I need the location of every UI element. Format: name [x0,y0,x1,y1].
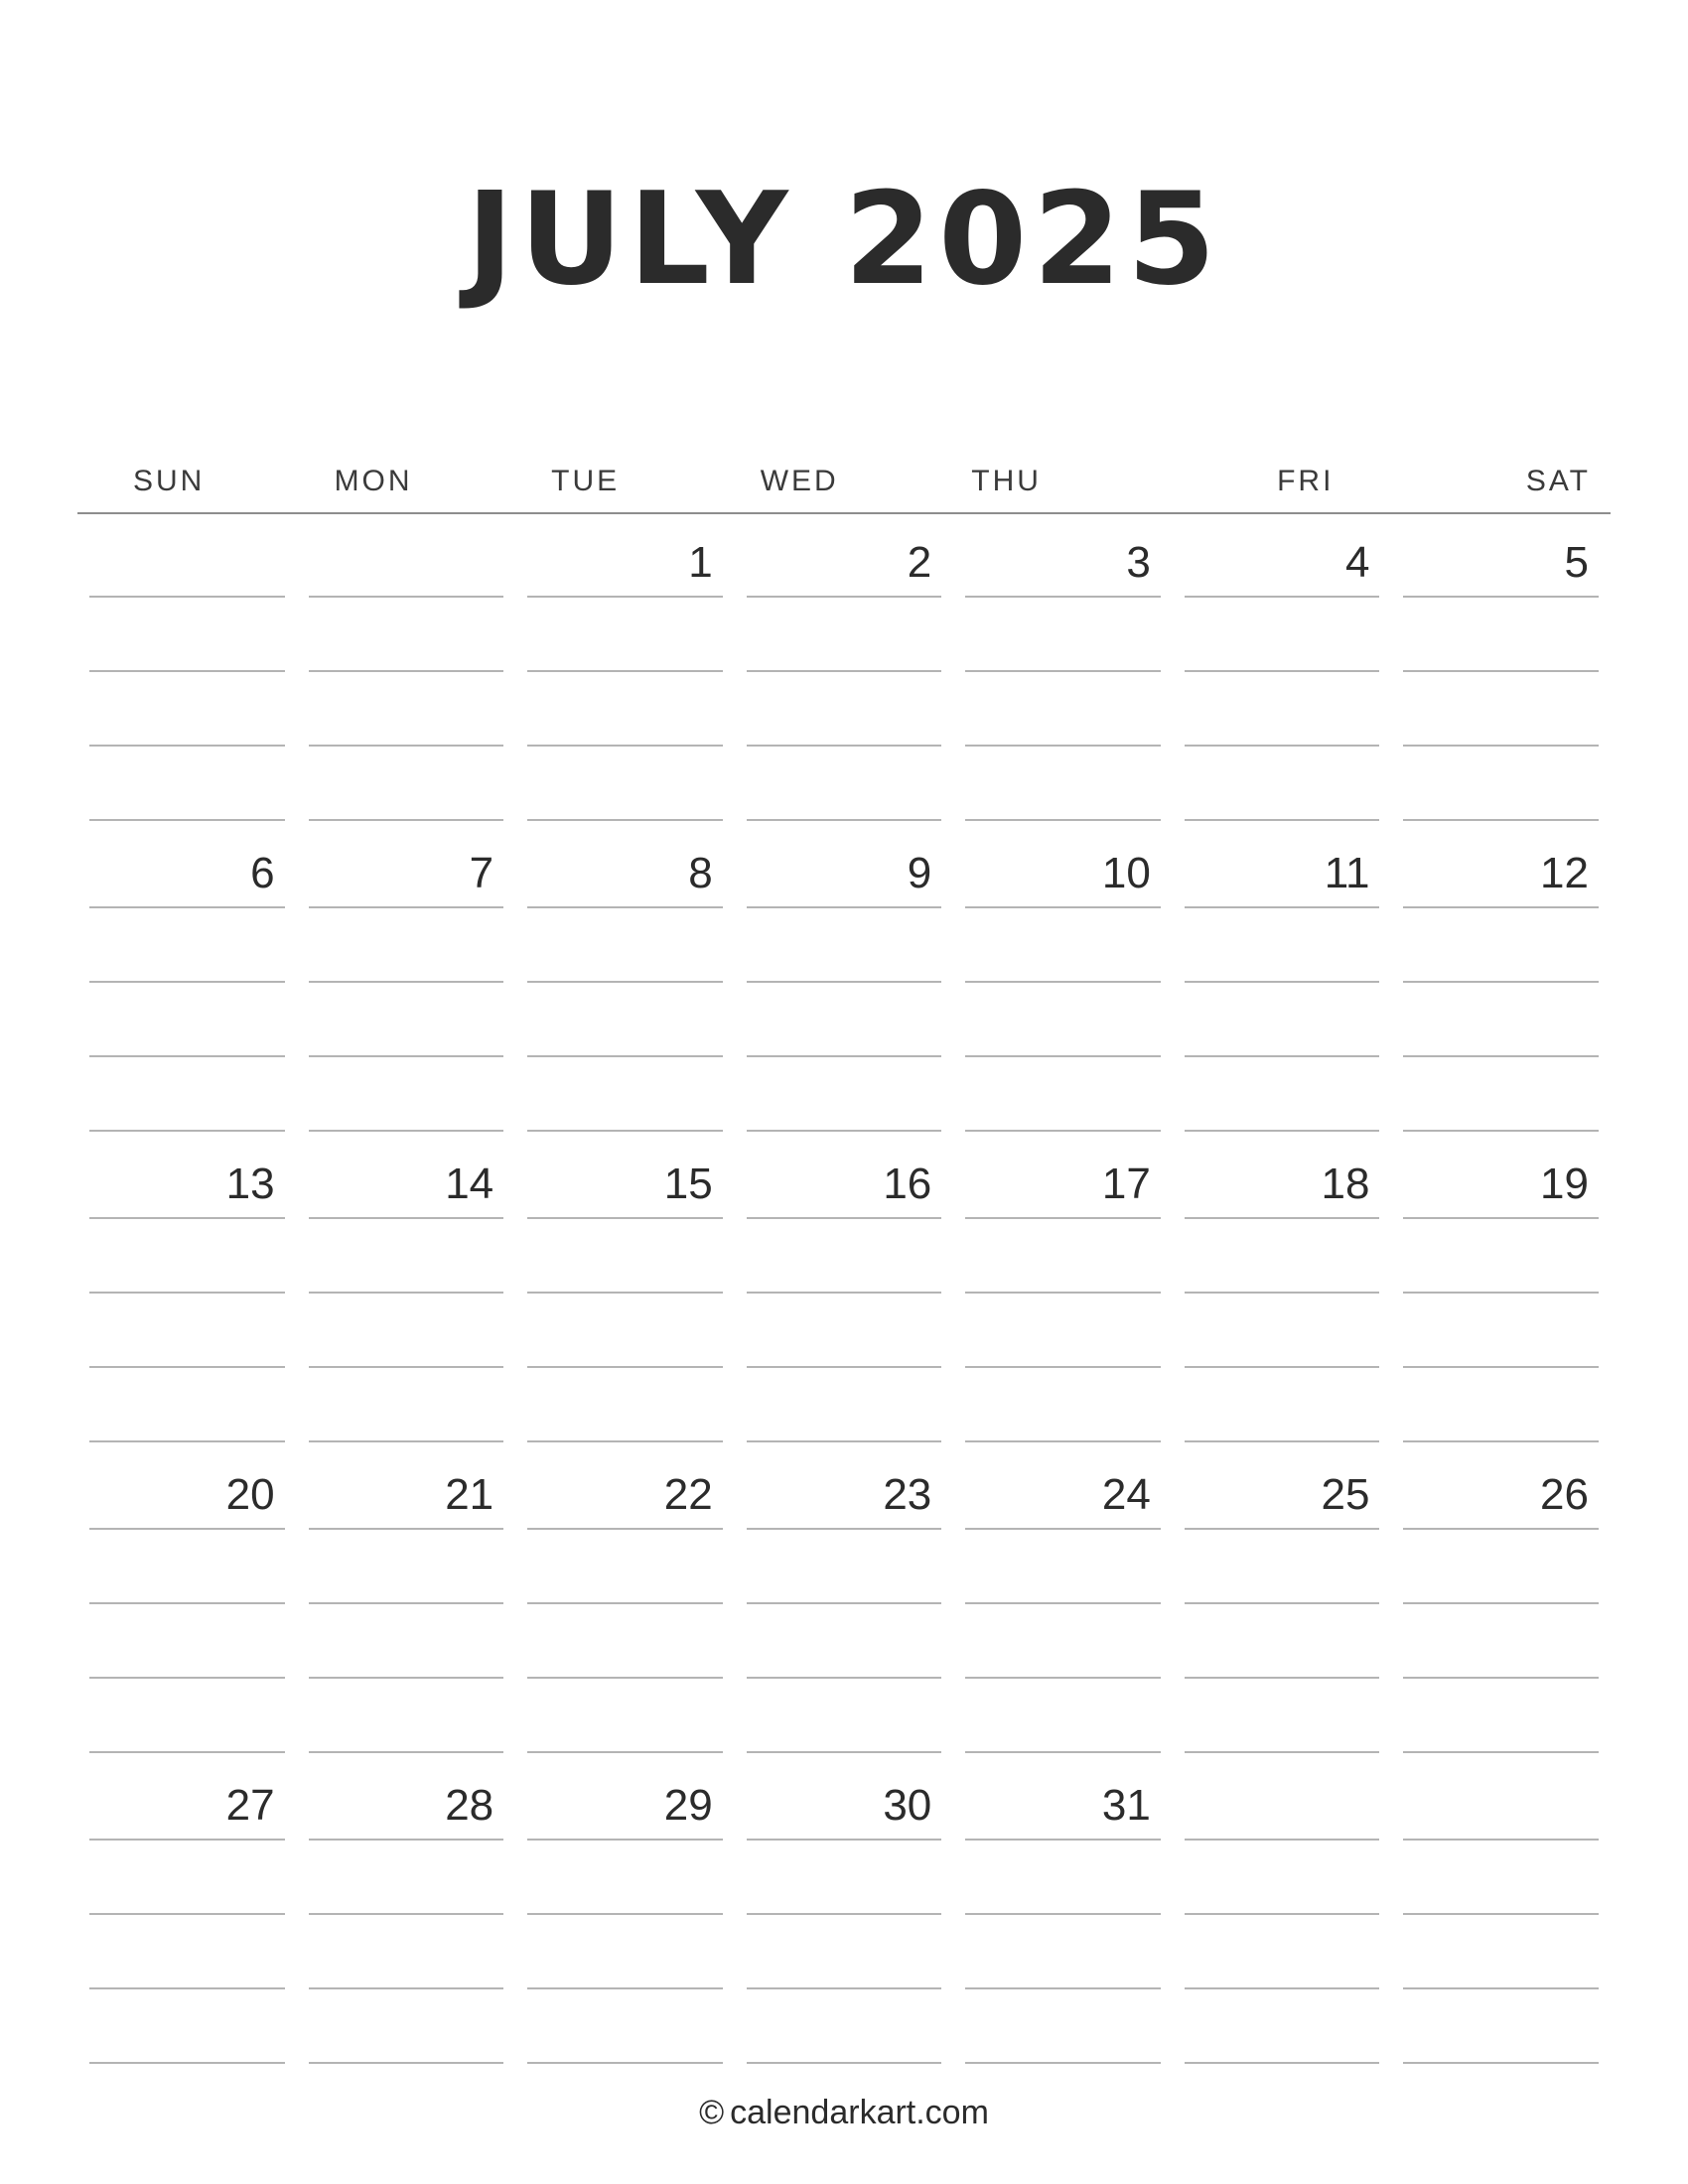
note-line [527,1839,723,1841]
day-number: 14 [445,1160,494,1208]
note-line [1185,906,1380,908]
note-line [1185,745,1380,747]
note-line [527,1528,723,1530]
day-cell[interactable] [1173,1446,1392,1757]
note-line [309,596,504,598]
note-line [309,1130,504,1132]
day-number: 24 [1101,1470,1151,1519]
note-line [527,2062,723,2064]
note-line [965,1839,1161,1841]
note-line [309,981,504,983]
note-line [747,1292,942,1294]
note-line [747,670,942,672]
day-cell[interactable] [297,825,516,1136]
weekday-header-row [77,465,1611,514]
note-line [1185,1440,1380,1442]
note-line [747,981,942,983]
note-line [747,1440,942,1442]
day-cell[interactable] [1173,514,1392,825]
day-number: 13 [225,1160,275,1208]
note-lines[interactable] [1183,1528,1382,1757]
note-line [1403,1217,1599,1219]
day-cell[interactable] [1391,825,1611,1136]
note-line [89,981,285,983]
note-line [527,745,723,747]
note-line [89,1677,285,1679]
note-lines[interactable] [307,596,506,825]
note-lines[interactable] [1183,906,1382,1136]
page-title: JULY 2025 [466,166,1222,314]
note-line [747,1217,942,1219]
note-line [1403,981,1599,983]
note-line [747,819,942,821]
note-line [1403,906,1599,908]
note-line [747,1677,942,1679]
day-number [1401,1757,1601,1839]
day-number: 29 [663,1781,713,1830]
day-cell[interactable] [77,1757,297,2068]
note-line [89,1913,285,1915]
day-number: 22 [663,1470,713,1519]
note-line [309,1217,504,1219]
note-line [89,1366,285,1368]
note-line [89,1440,285,1442]
note-line [89,596,285,598]
day-cell[interactable] [1391,1136,1611,1446]
note-line [965,1366,1161,1368]
note-lines[interactable] [1401,906,1601,1136]
note-lines[interactable] [1401,1217,1601,1446]
note-lines[interactable] [1183,1839,1382,2068]
day-cell[interactable] [735,825,954,1136]
day-cell[interactable] [515,514,735,825]
note-line [527,1292,723,1294]
day-cell[interactable] [1173,1136,1392,1446]
day-cell[interactable] [1391,1757,1611,2068]
note-lines[interactable] [525,1528,725,1757]
note-line [1185,819,1380,821]
note-line [309,1751,504,1753]
day-cell[interactable] [1391,1446,1611,1757]
note-line [527,1987,723,1989]
day-cell[interactable] [953,825,1173,1136]
note-line [1403,1602,1599,1604]
day-cell[interactable] [735,1757,954,2068]
note-line [89,1217,285,1219]
weekday-label-thu: THU [971,465,1042,497]
note-line [1403,1366,1599,1368]
note-line [1185,1602,1380,1604]
note-lines[interactable] [87,906,287,1136]
day-number: 17 [1101,1160,1151,1208]
note-line [965,596,1161,598]
day-number: 10 [1101,849,1151,897]
day-number: 12 [1540,849,1589,897]
note-lines[interactable] [525,1217,725,1446]
note-line [1403,596,1599,598]
note-line [527,1751,723,1753]
note-line [1185,1130,1380,1132]
note-lines[interactable] [745,1839,944,2068]
day-number: 28 [445,1781,494,1830]
note-lines[interactable] [963,906,1163,1136]
day-cell[interactable] [297,1446,516,1757]
note-lines[interactable] [307,906,506,1136]
day-cell[interactable] [1173,1757,1392,2068]
day-cell[interactable] [735,514,954,825]
note-lines[interactable] [1401,1839,1601,2068]
day-number: 4 [1344,538,1370,587]
day-number: 16 [883,1160,932,1208]
note-lines[interactable] [525,1839,725,2068]
day-number: 18 [1321,1160,1370,1208]
day-number: 6 [250,849,275,897]
note-line [309,2062,504,2064]
note-line [965,981,1161,983]
note-line [527,906,723,908]
weekday-label-sat: SAT [1525,465,1591,497]
note-line [965,819,1161,821]
day-number: 8 [688,849,713,897]
note-lines[interactable] [745,596,944,825]
note-line [309,1602,504,1604]
note-line [309,1055,504,1057]
note-line [1185,1913,1380,1915]
note-line [309,745,504,747]
day-cell[interactable] [77,1136,297,1446]
note-line [309,1292,504,1294]
day-cell[interactable] [297,1757,516,2068]
day-cell[interactable] [515,825,735,1136]
note-lines[interactable] [525,906,725,1136]
note-lines[interactable] [87,596,287,825]
note-lines[interactable] [1183,596,1382,825]
note-line [965,1987,1161,1989]
note-line [1403,1677,1599,1679]
note-lines[interactable] [745,1217,944,1446]
note-line [309,1528,504,1530]
note-line [527,1130,723,1132]
day-cell[interactable] [735,1136,954,1446]
day-number [1183,1757,1382,1839]
note-line [1403,1839,1599,1841]
note-line [965,1602,1161,1604]
note-line [1403,819,1599,821]
day-cell[interactable] [77,514,297,825]
note-line [1403,1528,1599,1530]
note-line [309,1440,504,1442]
day-number: 23 [883,1470,932,1519]
note-lines[interactable] [87,1217,287,1446]
note-line [89,906,285,908]
note-lines[interactable] [1183,1217,1382,1446]
day-cell[interactable] [515,1136,735,1446]
note-line [89,1528,285,1530]
note-line [965,1130,1161,1132]
day-number: 1 [688,538,713,587]
day-number: 25 [1321,1470,1370,1519]
note-line [89,1839,285,1841]
note-line [1403,2062,1599,2064]
day-cell[interactable] [953,514,1173,825]
note-line [965,1528,1161,1530]
note-line [1403,1055,1599,1057]
footer-credit [77,2068,1611,2184]
note-line [527,1677,723,1679]
note-line [1403,670,1599,672]
note-line [309,906,504,908]
copyright-icon: © [699,2094,725,2131]
note-line [1185,1987,1380,1989]
day-cell[interactable] [953,1757,1173,2068]
day-number [307,514,506,596]
note-lines[interactable] [525,596,725,825]
day-number: 11 [1324,849,1370,897]
note-lines[interactable] [963,1839,1163,2068]
note-line [965,670,1161,672]
day-number: 2 [907,538,932,587]
note-line [1185,670,1380,672]
note-line [309,1366,504,1368]
note-line [527,819,723,821]
note-line [89,1292,285,1294]
note-lines[interactable] [963,1528,1163,1757]
note-line [747,1602,942,1604]
note-line [527,1055,723,1057]
note-line [965,1677,1161,1679]
note-line [747,1366,942,1368]
day-cell[interactable] [515,1446,735,1757]
note-line [527,1913,723,1915]
day-cell[interactable] [953,1136,1173,1446]
note-lines[interactable] [745,1528,944,1757]
note-line [1403,1751,1599,1753]
note-line [89,670,285,672]
note-line [1185,2062,1380,2064]
day-number: 5 [1564,538,1589,587]
note-line [527,1217,723,1219]
note-line [747,2062,942,2064]
note-line [965,1751,1161,1753]
note-line [747,1130,942,1132]
note-lines[interactable] [963,1217,1163,1446]
note-line [965,2062,1161,2064]
note-line [965,745,1161,747]
note-line [89,1055,285,1057]
note-lines[interactable] [745,906,944,1136]
note-line [89,2062,285,2064]
day-number: 31 [1101,1781,1151,1830]
note-line [1403,1292,1599,1294]
note-line [747,1839,942,1841]
note-line [1185,1751,1380,1753]
note-line [747,1528,942,1530]
note-line [309,1987,504,1989]
day-cell[interactable] [1391,514,1611,825]
note-line [1403,1987,1599,1989]
note-line [309,670,504,672]
note-line [1185,1217,1380,1219]
note-lines[interactable] [87,1839,287,2068]
day-number: 20 [225,1470,275,1519]
note-line [1403,1130,1599,1132]
day-cell[interactable] [297,514,516,825]
day-number: 30 [883,1781,932,1830]
note-lines[interactable] [1401,596,1601,825]
note-line [1185,981,1380,983]
note-line [527,596,723,598]
note-lines[interactable] [307,1217,506,1446]
day-cell[interactable] [515,1757,735,2068]
note-line [1185,1292,1380,1294]
note-line [747,906,942,908]
note-line [309,1913,504,1915]
note-line [747,1751,942,1753]
note-line [309,1677,504,1679]
day-cell[interactable] [77,825,297,1136]
note-line [89,1130,285,1132]
day-number: 3 [1126,538,1151,587]
note-line [747,745,942,747]
note-line [89,1602,285,1604]
note-line [965,906,1161,908]
note-line [527,1440,723,1442]
note-line [89,1987,285,1989]
note-line [1403,1913,1599,1915]
note-line [1185,1528,1380,1530]
day-number: 21 [445,1470,494,1519]
note-line [309,819,504,821]
note-line [89,819,285,821]
weekday-label-fri: FRI [1277,465,1335,497]
day-number: 19 [1540,1160,1589,1208]
weekday-label-tue: TUE [551,465,621,497]
note-line [527,670,723,672]
day-cell[interactable] [77,1446,297,1757]
note-line [309,1839,504,1841]
note-line [1185,1839,1380,1841]
note-line [1185,1677,1380,1679]
note-lines[interactable] [87,1528,287,1757]
note-lines[interactable] [963,596,1163,825]
note-line [1403,1440,1599,1442]
note-line [1185,1055,1380,1057]
note-line [89,1751,285,1753]
note-line [1185,596,1380,598]
note-line [965,1217,1161,1219]
day-number: 26 [1540,1470,1589,1519]
day-number: 15 [663,1160,713,1208]
note-line [747,1987,942,1989]
weekday-label-sun: SUN [133,465,206,497]
weekday-label-mon: MON [334,465,413,497]
note-line [1185,1366,1380,1368]
note-line [527,1366,723,1368]
day-number: 27 [225,1781,275,1830]
day-number: 7 [469,849,494,897]
note-line [89,745,285,747]
note-line [527,981,723,983]
calendar-grid [77,514,1611,2068]
day-cell[interactable] [953,1446,1173,1757]
day-cell[interactable] [1173,825,1392,1136]
day-cell[interactable] [735,1446,954,1757]
note-line [965,1913,1161,1915]
note-line [965,1440,1161,1442]
note-line [527,1602,723,1604]
note-line [747,1055,942,1057]
note-line [965,1055,1161,1057]
note-lines[interactable] [1401,1528,1601,1757]
weekday-label-wed: WED [760,465,839,497]
day-number [87,514,287,596]
note-line [747,1913,942,1915]
note-line [965,1292,1161,1294]
note-lines[interactable] [307,1839,506,2068]
note-line [747,596,942,598]
note-line [1403,745,1599,747]
note-lines[interactable] [307,1528,506,1757]
footer-text: calendarkart.com [730,2094,989,2131]
day-cell[interactable] [297,1136,516,1446]
day-number: 9 [907,849,932,897]
